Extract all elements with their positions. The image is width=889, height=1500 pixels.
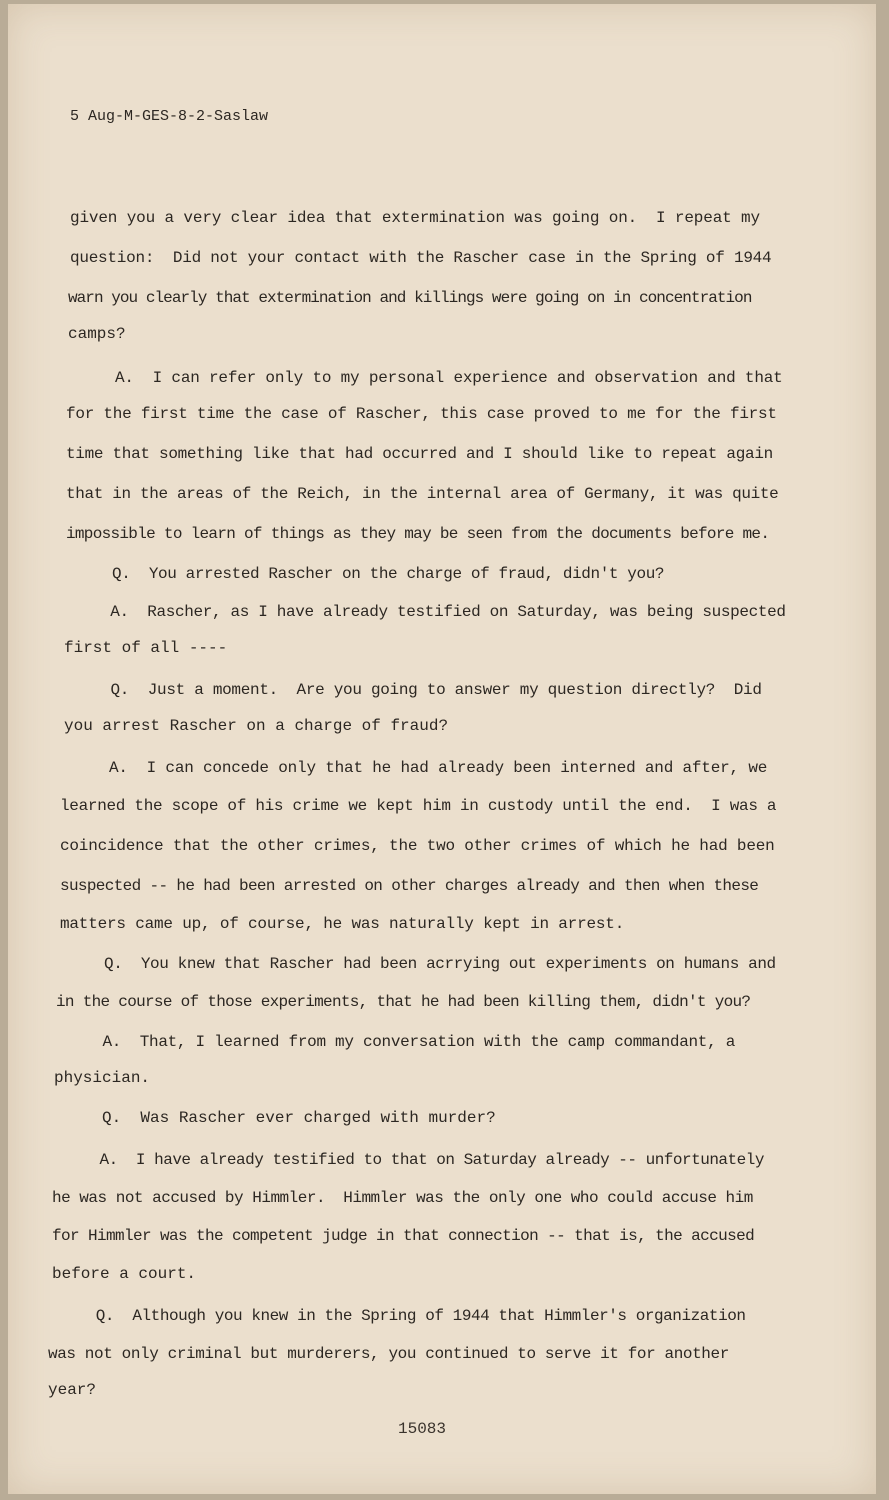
text-line: that in the areas of the Reich, in the internal area of Germany, it was quite <box>66 485 779 503</box>
text-line: in the course of those experiments, that he had been killing them, didn't you? <box>56 993 751 1011</box>
document-reference: 5 Aug-M-GES-8-2-Saslaw <box>70 108 269 125</box>
text-line: Q. Was Rascher ever charged with murder? <box>54 1109 496 1127</box>
text-line: for the first time the case of Rascher, this case proved to me for the first <box>66 405 777 423</box>
text-line: A. I can concede only that he had already been interned and after, we <box>62 759 768 777</box>
text-line: camps? <box>68 325 126 343</box>
text-line: A. I can refer only to my personal experience and observation and that <box>68 369 783 387</box>
text-line: you arrest Rascher on a charge of fraud? <box>64 717 449 735</box>
text-line: Q. You arrested Rascher on the charge of fraud, didn't you? <box>66 565 665 583</box>
text-line: first of all ---- <box>64 639 228 657</box>
text-line: matters came up, of course, he was naturally kept in arrest. <box>60 915 625 933</box>
text-line: for Himmler was the competent judge in that connection -- that is, the accused <box>52 1227 755 1245</box>
text-line: was not only criminal but murderers, you continued to serve it for another <box>48 1345 729 1363</box>
text-line: warn you clearly that extermination and killings were going on in concentration <box>68 289 752 307</box>
text-line: question: Did not your contact with the Rascher case in the Spring of 1944 <box>70 249 772 267</box>
text-line: given you a very clear idea that extermination was going on. I repeat my <box>70 209 760 227</box>
text-line: year? <box>48 1381 97 1399</box>
text-line: time that something like that had occurred and I should like to repeat again <box>66 445 773 463</box>
text-line: suspected -- he had been arrested on other charges already and then when these <box>60 877 759 895</box>
text-line: Q. You knew that Rascher had been acrrying out experiments on humans and <box>58 955 776 973</box>
text-line: A. Rascher, as I have already testified on Saturday, was being suspected <box>64 603 786 621</box>
text-line: A. That, I learned from my conversation with the camp commandant, a <box>56 1033 736 1051</box>
text-line: physician. <box>54 1069 151 1087</box>
text-line: Q. Although you knew in the Spring of 1944 that Himmler's organization <box>50 1307 746 1325</box>
text-line: Q. Just a moment. Are you going to answer my question directly? Did <box>64 681 762 699</box>
document-page <box>8 4 876 1494</box>
text-line: he was not accused by Himmler. Himmler was the only one who could accuse him <box>52 1189 753 1207</box>
text-line: impossible to learn of things as they may be seen from the documents before me. <box>66 525 770 543</box>
text-line: learned the scope of his crime we kept him in custody until the end. I was a <box>60 797 777 815</box>
page-number: 15083 <box>398 1420 447 1438</box>
text-line: coincidence that the other crimes, the two other crimes of which he had been <box>60 837 775 855</box>
text-line: A. I have already testified to that on Saturday already -- unfortunately <box>54 1151 764 1169</box>
text-line: before a court. <box>52 1265 197 1283</box>
